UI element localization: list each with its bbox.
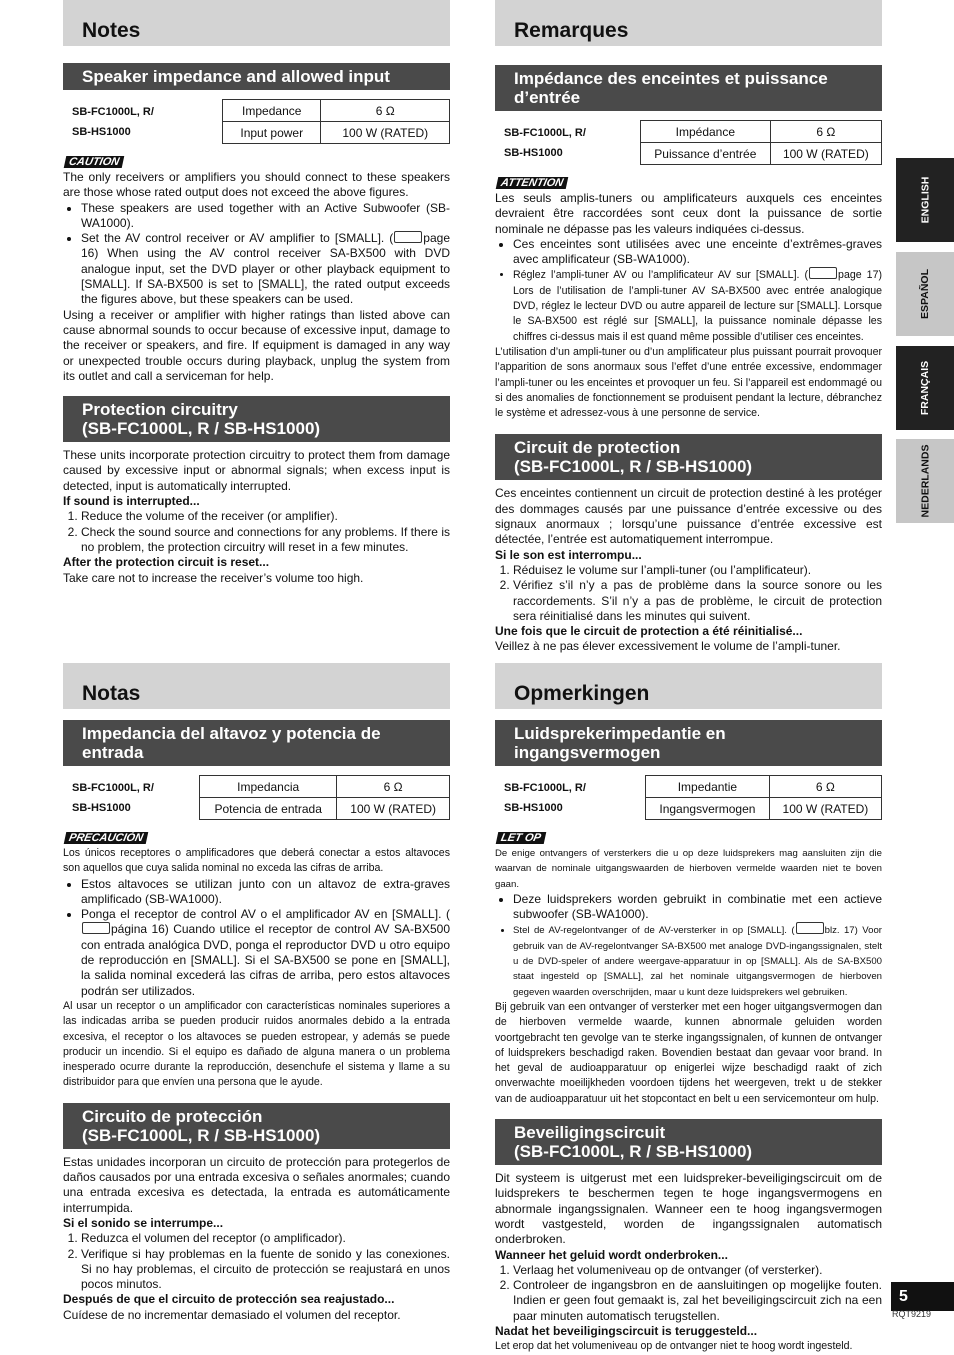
reference-icon: [796, 922, 824, 934]
caution-text: Les seuls amplis-tuners ou amplificateurs auxquels ces enceintes devraient être raccordées sont ceux dont la puissance de sortie nominale ne dépasse pas les valeurs indiquées ci-dessus. • Ces enceintes sont utilisées avec une enceinte d’extrêmes-graves avec amplificateur (SB-WA1000). • Réglez l’ampli-tuner AV ou l’amplificateur AV sur [SMALL]. ( page 17) Lors de l’utilisation de l’ampli-tuner AV SA-BX500 avec entrée analogique DVD, réglez le lecteur DVD ou autre appareil de lecture sur [SMALL]. Lorsque le SA-BX500 est réglé sur [SMALL], la puissance nominale dépasse les chiffres ci-dessus mais il est quand même possible d’utiliser ces enceintes. L’utilisation d’un ampli-tuner ou d’un amplificateur plus puissant pourrait provoquer l’apparition de sons anormaux sous l’effet d’une entrée excessive, endommager l’ampli-tuner ou les enceintes et provoquer un feu. Si l’appareil est endommagé ou si des anomalies de fonctionnement se produisent pendant la lecture, débranchez le système et adressez-vous à une personne de service.: [495, 191, 882, 421]
spec-block: [63, 775, 450, 822]
table-cell: 100 W (RATED): [769, 798, 881, 820]
section-heading: Speaker impedance and allowed input: [63, 63, 450, 90]
document-code: RQT9219: [892, 1309, 932, 1319]
protection-text: Estas unidades incorporan un circuito de protección para protegerlos de daños causados por una entrada excesiva o señales anormales; cuando una entrada excesiva es detectada, la entrada es automáticamente interrumpida. Si el sonido se interrumpe... 1. Reduzca el volumen del receptor (o amplificador). 2. Verifique si hay problemas en la fuente de sonido y las conexiones. Si no hay problemas, el circuito de protección se reajustará en unos pocos minutos. Después de que el circuito de protección sea reajustado... Cuídese de no incrementar demasiado el volumen del receptor.: [63, 1155, 450, 1323]
table-cell: 6 Ω: [337, 776, 450, 798]
title-bar: [495, 663, 882, 709]
caution-badge: ATTENTION: [496, 177, 569, 189]
page-number: 5: [891, 1282, 954, 1311]
table-cell: Potencia de entrada: [200, 798, 337, 820]
reference-icon: [82, 922, 110, 934]
spec-table: [222, 99, 450, 144]
english-section: [63, 0, 450, 586]
title-bar: [63, 0, 450, 46]
page-title: Notes: [82, 19, 141, 42]
caution-badge: LET OP: [496, 832, 546, 844]
page-title: Remarques: [514, 19, 629, 42]
tab-nederlands[interactable]: NEDERLANDS: [896, 439, 954, 523]
tab-espanol[interactable]: ESPAÑOL: [896, 252, 954, 336]
reference-icon: [809, 267, 837, 279]
section-heading: Beveiligingscircuit (SB-FC1000L, R / SB-HS1000): [495, 1119, 882, 1165]
table-cell: Impedancia: [200, 776, 337, 798]
table-cell: Impedance: [223, 100, 321, 122]
section-heading: Impédance des enceintes et puissance d’entrée: [495, 65, 882, 111]
table-cell: 100 W (RATED): [337, 798, 450, 820]
section-heading: Luidsprekerimpedantie en ingangsvermogen: [495, 720, 882, 766]
table-cell: Impedantie: [646, 776, 770, 798]
spec-block: [495, 120, 882, 167]
section-heading: Circuito de protección (SB-FC1000L, R / SB-HS1000): [63, 1103, 450, 1149]
model-label: SB-FC1000L, R/ SB-HS1000: [504, 127, 586, 159]
title-bar: [495, 0, 882, 46]
caution-badge: PRECAUCIÓN: [64, 832, 149, 844]
table-cell: 100 W (RATED): [770, 143, 881, 165]
spec-table: [640, 120, 882, 165]
tab-francais[interactable]: FRANÇAIS: [896, 346, 954, 430]
dutch-section: [495, 663, 882, 1355]
section-heading: Impedancia del altavoz y potencia de entrada: [63, 720, 450, 766]
protection-text: Ces enceintes contiennent un circuit de protection destiné à les protéger des dommages causés par une puissance d’entrée excessive ou des signaux anormaux ; lorsqu’une puissance d’entrée excessive est détectée, l’entrée est automatiquement interrompue. Si le son est interrompu... 1. Réduisez le volume sur l’ampli-tuner (ou l’amplificateur). 2. Vérifiez s’il n’y a pas de problème dans la source sonore ou les raccordements. S’il n’y a pas de problème, le circuit de protection sera réinitialisé dans les minutes qui suivent. Une fois que le circuit de protection a été réinitialisé... Veillez à ne pas élever excessivement le volume de l’ampli-tuner.: [495, 486, 882, 654]
table-cell: 100 W (RATED): [321, 122, 450, 144]
protection-text: Dit systeem is uitgerust met een luidspreker-beveiligingscircuit om de luidsprekers te beschermen tegen te hoge ingangsvermogens en abnormale ingangssignalen. Wanneer een te hoog ingangsvermogen wordt vastgesteld, worden de ingangssignalen automatisch onderbroken. Wanneer het geluid wordt onderbroken... 1. Verlaag het volumeniveau op de ontvanger (of versterker). 2. Controleer de ingangsbron en de aansluitingen op mogelijke fouten. Indien er geen fout gemaakt is, zal het beveiligingscircuit zich na een paar minuten automatisch terugstellen. Nadat het beveiligingscircuit is teruggesteld... Let erop dat het volumeniveau op de ontvanger niet te hoog wordt ingesteld.: [495, 1171, 882, 1355]
reference-icon: [394, 231, 422, 243]
table-cell: 6 Ω: [770, 121, 881, 143]
caution-badge: CAUTION: [64, 156, 125, 168]
caution-text: De enige ontvangers of versterkers die u op deze luidsprekers mag aansluiten zijn die waarvan de nominale uitgangswaarden de hierboven vermelde waarden niet te boven gaan. • Deze luidsprekers worden gebruikt in combinatie met een actieve subwoofer (SB-WA1000). • Stel de AV-regelontvanger of de AV-versterker in op [SMALL]. ( blz. 17) Voor gebruik van de AV-regelontvanger SA-BX500 met analoge DVD-ingangssignalen, stelt u de DVD-speler of andere weergave-apparatuur in op [SMALL]. Als de SA-BX500 staat ingesteld op [SMALL], zal het nominale uitgangsvermogen de hierboven gegeven waarden overschrijden, maar u kunt deze luidsprekers wel gebruiken. Bij gebruik van een ontvanger of versterker met een hoger uitgangsvermogen dan de hierboven vermelde waarde, kunnen abnormale geluiden worden voortgebracht ten gevolge van te sterke ingangssignalen, of kunnen de ontvanger of luidsprekers beschadigd raken. Bovendien bestaat dan gevaar voor brand. In het geval de audioapparatuur op enigerlei wijze beschadigd raakt of zich onverwachte moeilijkheden voordoen tijdens het weergeven, trekt u de stekker van de audioapparatuur uit het stopcontact en belt u een servicemonteur om hulp.: [495, 846, 882, 1107]
table-cell: Impédance: [641, 121, 771, 143]
model-label: SB-FC1000L, R/ SB-HS1000: [72, 106, 154, 138]
spec-table: [199, 775, 450, 820]
table-cell: Input power: [223, 122, 321, 144]
page-title: Notas: [82, 682, 141, 705]
spanish-section: [63, 663, 450, 1323]
title-bar: [63, 663, 450, 709]
table-cell: Puissance d’entrée: [641, 143, 771, 165]
spec-table: [645, 775, 882, 820]
caution-text: Los únicos receptores o amplificadores que deberá conectar a estos altavoces son aquellos que cuya salida nominal no exceda las cifras de arriba. • Estos altavoces se utilizan junto con un altavoz de extra-graves amplificado (SB-WA1000). • Ponga el receptor de control AV o el amplificador AV en [SMALL]. (página 16) Cuando utilice el receptor de control AV SA-BX500 con entrada analógica DVD, ponga el reproductor DVD u otro equipo de reproducción en [SMALL]. Si el SA-BX500 se pone en [SMALL], la salida nominal excederá las cifras de arriba, pero estos altavoces podrán ser utilizados. Al usar un receptor o un amplificador con características nominales superiores a las indicadas arriba se pueden producir ruidos anormales debido a la entrada excesiva, el receptor o los altavoces se pueden estropear, y además se puede producir un incendio. Si el equipo es dañado de alguna manera o un problema inesperado ocurre durante la reproducción, desenchufe el sistema y llame a su distribuidor para que envíen una persona que le ayude.: [63, 846, 450, 1091]
table-cell: 6 Ω: [321, 100, 450, 122]
tab-english[interactable]: ENGLISH: [896, 158, 954, 242]
caution-text: The only receivers or amplifiers you should connect to these speakers are those whose rated output does not exceed the above figures. • These speakers are used together with an Active Subwoofer (SB-WA1000). • Set the AV control receiver or AV amplifier to [SMALL]. ( page 16) When using the AV control receiver SA-BX500 with DVD analogue input, set the DVD player or other playback equipment to [SMALL]. If SA-BX500 is set to [SMALL], the rated output exceeds the figures above, but these speakers can be used. Using a receiver or amplifier with higher ratings than listed above can cause abnormal sounds to occur because of excessive input, damage to the receiver or speakers, and fire. If equipment is damaged in any way or unexpected trouble occurs during playback, unplug the system from its outlet and call a serviceman for help.: [63, 170, 450, 384]
spec-block: [495, 775, 882, 822]
table-cell: 6 Ω: [769, 776, 881, 798]
page-title: Opmerkingen: [514, 682, 650, 705]
model-label: SB-FC1000L, R/ SB-HS1000: [504, 782, 586, 814]
protection-text: These units incorporate protection circuitry to protect them from damage caused by excessive input or abnormal signals; when excess input is detected, input is automatically interrupted. If sound is interrupted... 1. Reduce the volume of the receiver (or amplifier). 2. Check the sound source and connections for any problems. If there is no problem, the protection circuitry will reset in a few minutes. After the protection circuit is reset... Take care not to increase the receiver’s volume too high.: [63, 448, 450, 586]
model-label: SB-FC1000L, R/ SB-HS1000: [72, 782, 154, 814]
section-heading: Circuit de protection (SB-FC1000L, R / SB-HS1000): [495, 434, 882, 480]
table-cell: Ingangsvermogen: [646, 798, 770, 820]
french-section: [495, 0, 882, 655]
spec-block: [63, 99, 450, 146]
section-heading: Protection circuitry (SB-FC1000L, R / SB-HS1000): [63, 396, 450, 442]
